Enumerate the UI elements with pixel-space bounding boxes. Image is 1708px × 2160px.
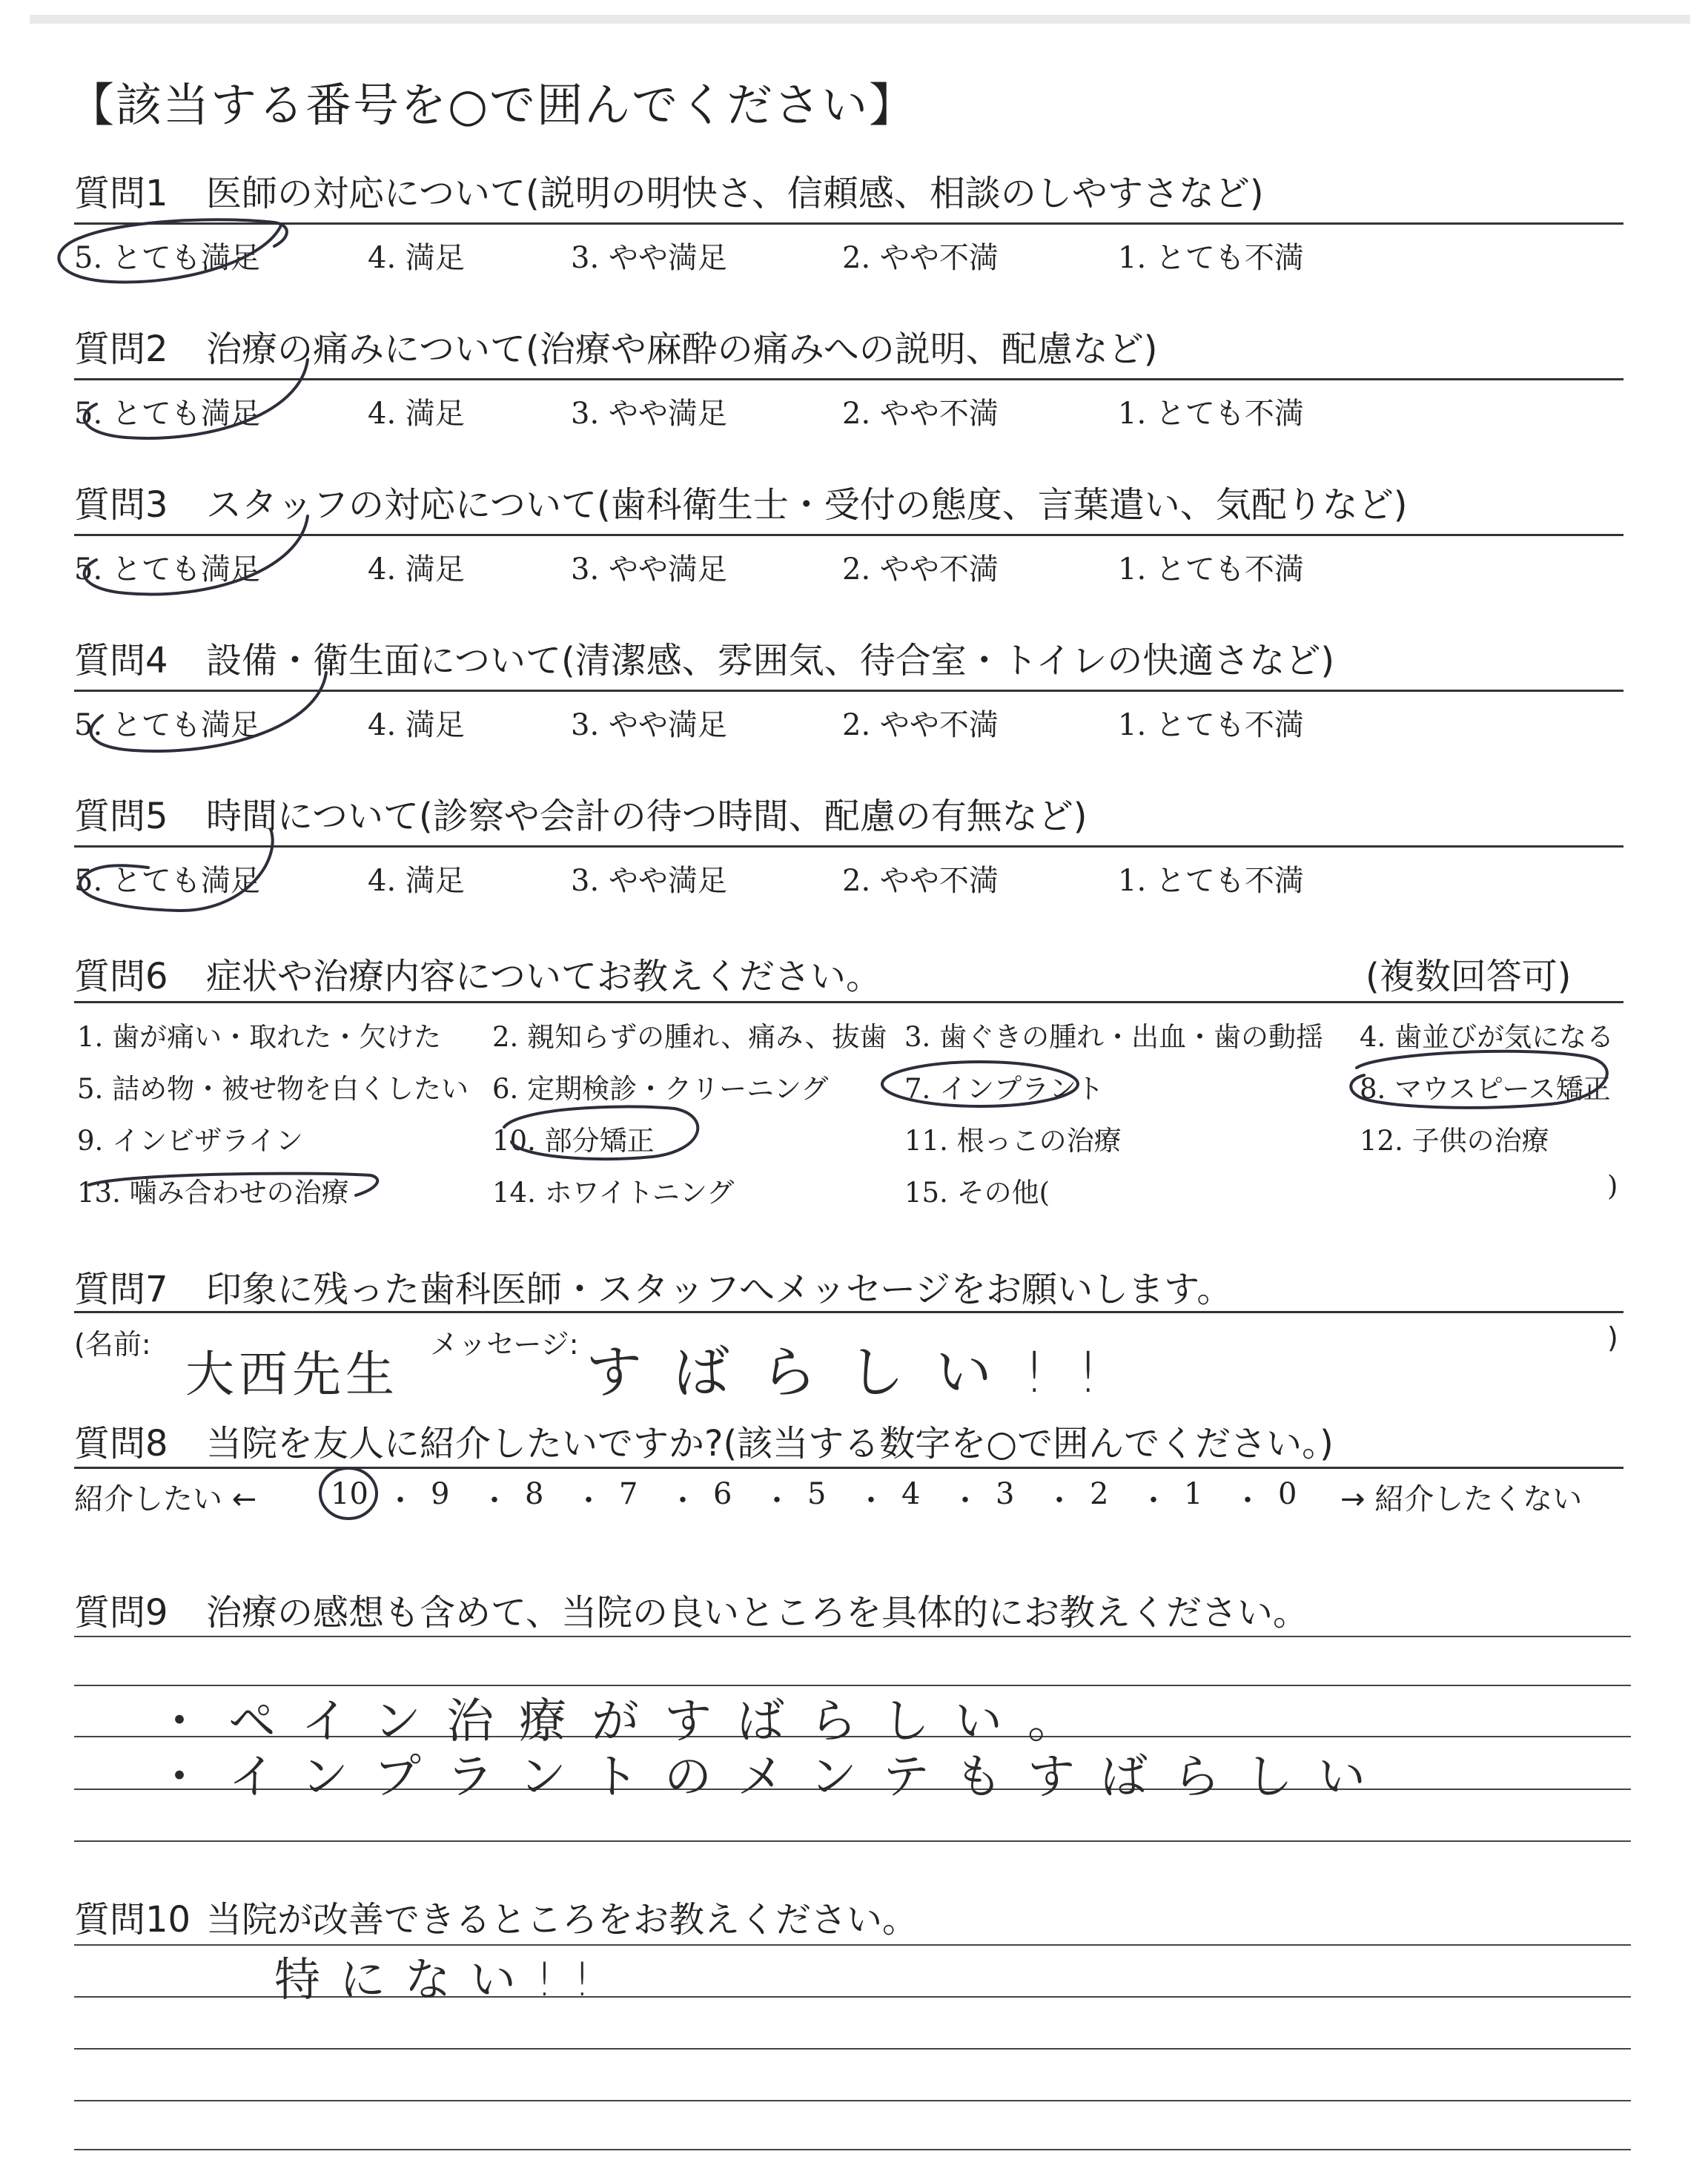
q1-title (74, 165, 1264, 216)
q2-option[interactable]: 1. とても不満 (1118, 397, 1304, 431)
q4-rule (74, 690, 1623, 692)
q8-scale-value[interactable]: 9 (431, 1477, 450, 1511)
q10-answer: 特にない!! (274, 1952, 611, 2007)
q8-scale-value[interactable]: 3 (996, 1477, 1015, 1511)
q4-option[interactable]: 3. やや満足 (571, 708, 727, 742)
q10-text: 当院が改善できるところをお教えください。 (206, 1899, 918, 1941)
q8-scale-value[interactable]: 7 (619, 1477, 638, 1511)
q8-scale-value[interactable]: 4 (901, 1477, 921, 1511)
q7-name-label: (名前: (74, 1328, 151, 1361)
q1-option[interactable]: 5. とても満足 (74, 241, 260, 275)
q6-option[interactable]: 14. ホワイトニング (492, 1177, 735, 1209)
q7-handwritten-name: 大西先生 (185, 1346, 399, 1403)
q4-option[interactable]: 1. とても不満 (1118, 708, 1304, 742)
q8-separator: ・ (1045, 1484, 1074, 1518)
q3-number: 質問3 (74, 484, 168, 526)
q6-option[interactable]: 5. 詰め物・被せ物を白くしたい (77, 1073, 469, 1105)
q4-option[interactable]: 2. やや不満 (842, 708, 999, 742)
q7-message-label: メッセージ: (430, 1328, 579, 1361)
q8-separator: ・ (574, 1484, 603, 1518)
q5-title (74, 787, 1088, 839)
q8-left-label: 紹介したい ← (74, 1482, 257, 1516)
q6-title (74, 948, 881, 999)
q3-title (74, 476, 1408, 527)
q3-option[interactable]: 1. とても不満 (1118, 552, 1304, 587)
q6-number: 質問6 (74, 956, 168, 997)
q9-answer-2: ・インプラントのメンテもすばらしい (156, 1750, 1391, 1805)
q8-scale-value[interactable]: 6 (713, 1477, 732, 1511)
q2-option[interactable]: 2. やや不満 (842, 397, 999, 431)
q2-option[interactable]: 5. とても満足 (74, 397, 260, 431)
q8-rule (74, 1467, 1623, 1469)
q8-scale-value[interactable]: 10 (331, 1477, 368, 1511)
q6-option[interactable]: 13. 噛み合わせの治療 (77, 1177, 349, 1209)
q2-option[interactable]: 3. やや満足 (571, 397, 727, 431)
q9-title (74, 1584, 1308, 1635)
q8-right-label: → 紹介したくない (1340, 1482, 1583, 1516)
q8-text: 当院を友人に紹介したいですか?(該当する数字を○で囲んでください。) (206, 1423, 1334, 1464)
q5-option[interactable]: 5. とても満足 (74, 864, 260, 898)
q4-title (74, 632, 1334, 683)
q8-separator: ・ (1233, 1484, 1262, 1518)
q3-option[interactable]: 3. やや満足 (571, 552, 727, 587)
q10-title (74, 1891, 918, 1942)
q6-option[interactable]: 12. 子供の治療 (1360, 1125, 1549, 1157)
q3-rule (74, 534, 1623, 536)
q6-option[interactable]: 1. 歯が痛い・取れた・欠けた (77, 1021, 442, 1053)
q3-option[interactable]: 4. 満足 (368, 552, 465, 587)
q7-text: 印象に残った歯科医師・スタッフへメッセージをお願いします。 (206, 1269, 1233, 1310)
q2-number: 質問2 (74, 328, 168, 370)
q6-option[interactable]: 15. その他( (904, 1177, 1050, 1209)
q8-separator: ・ (762, 1484, 792, 1518)
q8-scale-value[interactable]: 0 (1278, 1477, 1297, 1511)
q1-option[interactable]: 2. やや不満 (842, 241, 999, 275)
q6-option[interactable]: 11. 根っこの治療 (904, 1125, 1122, 1157)
q8-title (74, 1415, 1334, 1466)
q5-option[interactable]: 4. 満足 (368, 864, 465, 898)
q2-rule (74, 378, 1623, 380)
q2-title (74, 320, 1158, 371)
q6-option[interactable]: 4. 歯並びが気になる (1360, 1021, 1615, 1053)
q2-text: 治療の痛みについて(治療や麻酔の痛みへの説明、配慮など) (206, 328, 1158, 370)
q3-option[interactable]: 2. やや不満 (842, 552, 999, 587)
q9-number: 質問9 (74, 1592, 168, 1634)
q6-option[interactable]: 7. インプラント (904, 1073, 1105, 1105)
q6-text: 症状や治療内容についてお教えください。 (206, 956, 882, 997)
q5-option[interactable]: 2. やや不満 (842, 864, 999, 898)
q9-line-1 (74, 1636, 1631, 1637)
q1-rule (74, 222, 1623, 225)
q6-option[interactable]: 8. マウスピース矯正 (1360, 1073, 1611, 1105)
q2-option[interactable]: 4. 満足 (368, 397, 465, 431)
q8-scale-value[interactable]: 8 (525, 1477, 544, 1511)
q6-rule (74, 1001, 1623, 1003)
q4-option[interactable]: 5. とても満足 (74, 708, 260, 742)
q8-separator: ・ (668, 1484, 698, 1518)
q1-text: 医師の対応について(説明の明快さ、信頼感、相談のしやすさなど) (206, 173, 1264, 214)
q6-option[interactable]: 2. 親知らずの腫れ、痛み、抜歯 (492, 1021, 887, 1053)
q8-scale-value[interactable]: 1 (1184, 1477, 1203, 1511)
q9-line-5 (74, 1840, 1631, 1842)
q5-rule (74, 845, 1623, 848)
q10-line-4 (74, 2100, 1631, 2101)
q8-scale-value[interactable]: 2 (1090, 1477, 1109, 1511)
q8-separator: ・ (950, 1484, 980, 1518)
q1-number: 質問1 (74, 173, 168, 214)
q6-other-close: ) (1607, 1170, 1618, 1202)
q6-option[interactable]: 6. 定期検診・クリーニング (492, 1073, 829, 1105)
scan-edge (30, 15, 1690, 24)
q10-line-5 (74, 2149, 1631, 2150)
q1-option[interactable]: 1. とても不満 (1118, 241, 1304, 275)
q6-option[interactable]: 3. 歯ぐきの腫れ・出血・歯の動揺 (904, 1021, 1324, 1053)
q4-option[interactable]: 4. 満足 (368, 708, 465, 742)
page-title: 【該当する番号を○で囲んでください】 (68, 78, 917, 132)
q7-number: 質問7 (74, 1269, 168, 1310)
q5-option[interactable]: 1. とても不満 (1118, 864, 1304, 898)
q6-option[interactable]: 10. 部分矯正 (492, 1125, 655, 1157)
q7-rule (74, 1311, 1623, 1313)
q4-text: 設備・衛生面について(清潔感、雰囲気、待合室・トイレの快適さなど) (206, 640, 1335, 681)
q7-handwritten-message: すばらしい!! (586, 1339, 1131, 1405)
q4-number: 質問4 (74, 640, 168, 681)
q8-separator: ・ (385, 1484, 415, 1518)
q8-scale-value[interactable]: 5 (807, 1477, 827, 1511)
q10-line-3 (74, 2048, 1631, 2050)
q7-title (74, 1261, 1232, 1312)
q5-text: 時間について(診察や会計の待つ時間、配慮の有無など) (206, 796, 1088, 837)
q7-close-paren: ) (1607, 1321, 1618, 1354)
q8-separator: ・ (1139, 1484, 1168, 1518)
q5-option[interactable]: 3. やや満足 (571, 864, 727, 898)
q9-answer-1: ・ペイン治療がすばらしい。 (156, 1694, 1100, 1749)
q1-option[interactable]: 4. 満足 (368, 241, 465, 275)
q6-multiple-note: (複数回答可) (1366, 956, 1572, 997)
q5-number: 質問5 (74, 796, 168, 837)
q6-option[interactable]: 9. インビザライン (77, 1125, 303, 1157)
q10-number: 質問10 (74, 1899, 191, 1941)
q9-text: 治療の感想も含めて、当院の良いところを具体的にお教えください。 (206, 1592, 1309, 1634)
q8-number: 質問8 (74, 1423, 168, 1464)
q1-option[interactable]: 3. やや満足 (571, 241, 727, 275)
q3-text: スタッフの対応について(歯科衛生士・受付の態度、言葉遣い、気配りなど) (206, 484, 1408, 526)
q3-option[interactable]: 5. とても満足 (74, 552, 260, 587)
q8-separator: ・ (856, 1484, 886, 1518)
q8-separator: ・ (480, 1484, 509, 1518)
